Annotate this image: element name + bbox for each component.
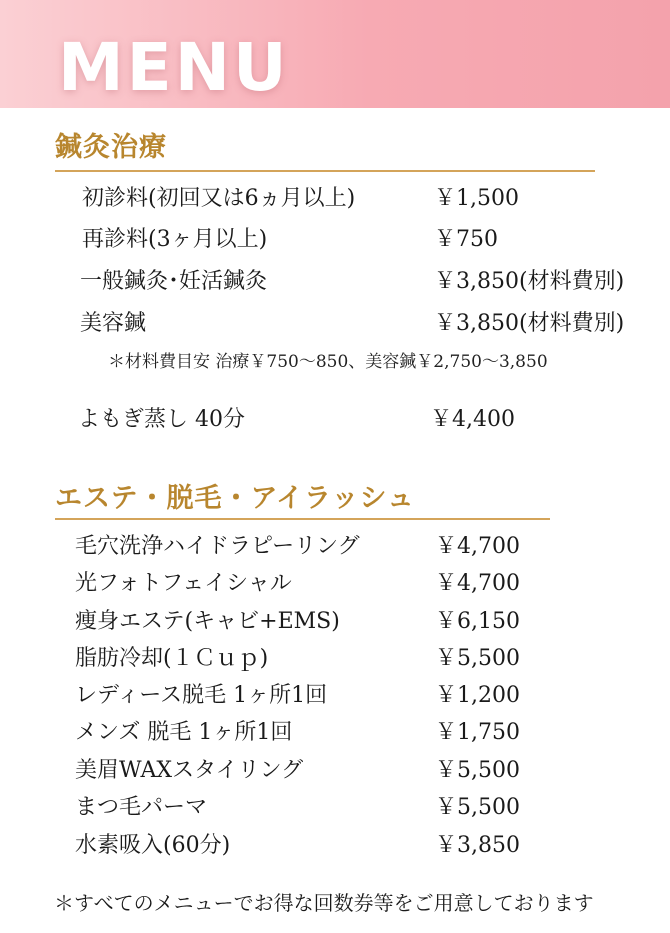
menu-item-name: メンズ 脱毛 1ヶ所1回 — [75, 720, 293, 745]
menu-item-price: ￥6,150 — [435, 609, 520, 634]
section-title-acupuncture: 鍼灸治療 — [55, 132, 167, 163]
menu-item-name: 一般鍼灸･妊活鍼灸 — [80, 269, 268, 294]
section-title-esthetic: エステ・脱毛・アイラッシュ — [55, 483, 415, 514]
menu-item-name: 痩身エステ(キャビ+EMS) — [75, 609, 340, 634]
menu-item-name: 再診料(3ヶ月以上) — [82, 227, 268, 252]
menu-item-name: 毛穴洗浄ハイドラピーリング — [75, 534, 360, 559]
menu-item-price: ￥5,500 — [435, 795, 520, 820]
menu-item-price: ￥5,500 — [435, 758, 520, 783]
menu-item-name: 水素吸入(60分) — [75, 833, 231, 858]
menu-item-price: ￥3,850(材料費別) — [434, 311, 625, 336]
menu-item-name: 脂肪冷却(１Ｃｕｐ) — [75, 646, 269, 671]
menu-item-price: ￥1,500 — [434, 186, 519, 211]
menu-item-price: ￥4,400 — [430, 407, 515, 432]
menu-item-name: よもぎ蒸し 40分 — [78, 407, 245, 432]
menu-item-name: まつ毛パーマ — [75, 795, 208, 820]
footer-note: ＊すべてのメニューでお得な回数券等をご用意しております — [54, 891, 594, 915]
menu-item-price: ￥1,200 — [435, 683, 520, 708]
menu-item-name: 美眉WAXスタイリング — [75, 758, 304, 783]
section-divider — [55, 518, 550, 520]
menu-item-name: 初診料(初回又は6ヵ月以上) — [82, 186, 356, 211]
header-banner — [0, 0, 670, 108]
menu-item-name: レディース脱毛 1ヶ所1回 — [75, 683, 328, 708]
section-divider — [55, 170, 595, 172]
page-title: MENU — [58, 29, 290, 106]
menu-item-price: ￥750 — [434, 227, 498, 252]
materials-note: ＊材料費目安 治療￥750～850、美容鍼￥2,750～3,850 — [108, 352, 548, 372]
menu-item-price: ￥1,750 — [435, 720, 520, 745]
menu-item-price: ￥4,700 — [435, 571, 520, 596]
menu-item-name: 美容鍼 — [80, 311, 147, 336]
menu-item-price: ￥3,850(材料費別) — [434, 269, 625, 294]
menu-item-price: ￥4,700 — [435, 534, 520, 559]
menu-item-price: ￥5,500 — [435, 646, 520, 671]
menu-item-name: 光フォトフェイシャル — [75, 571, 292, 596]
menu-item-price: ￥3,850 — [435, 833, 520, 858]
